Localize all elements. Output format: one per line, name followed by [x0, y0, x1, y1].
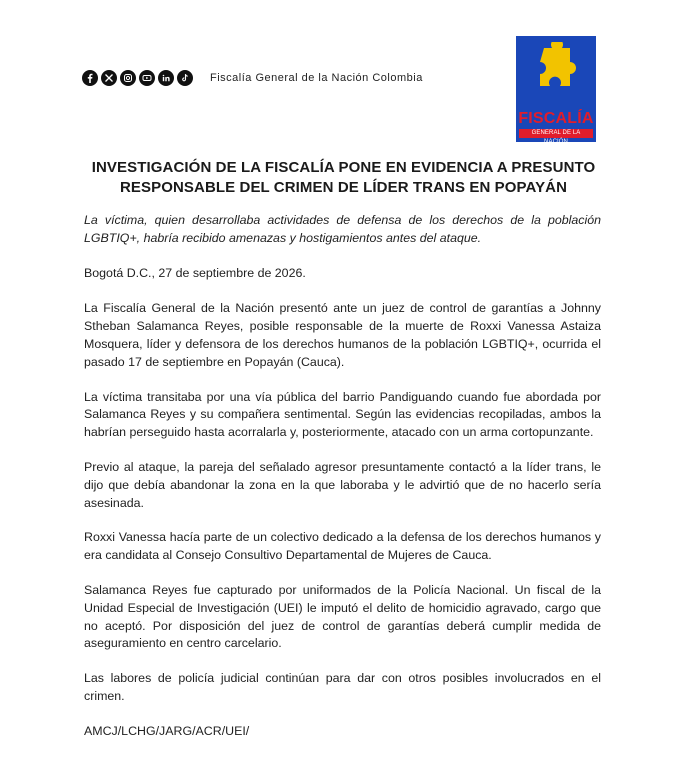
paragraph: Previo al ataque, la pareja del señalado agresor presuntamente contactó a la líder trans, le dijo que debía abandonar la zona en la que laboraba y le advirtió que de no hacerlo sería asesinada.	[84, 459, 601, 510]
puzzle-piece-icon	[530, 42, 582, 102]
logo-name: FISCALÍA	[518, 110, 594, 127]
instagram-icon[interactable]	[120, 70, 136, 86]
date-line: Bogotá D.C., 27 de septiembre de 2026.	[84, 265, 306, 280]
facebook-icon[interactable]	[82, 70, 98, 86]
youtube-icon[interactable]	[139, 70, 155, 86]
x-icon[interactable]	[101, 70, 117, 86]
org-name: Fiscalía General de la Nación Colombia	[210, 72, 423, 84]
paragraph: Salamanca Reyes fue capturado por uniformados de la Policía Nacional. Un fiscal de la Unidad Especial de Investigación (UEI) le imputó el delito de homicidio agravado, cargo que no aceptó. Por disposición del juez de control de garantías deberá cumplir medida de aseguramiento en centro carcelario.	[84, 582, 601, 651]
fiscalia-logo	[516, 36, 596, 145]
signature-code: AMCJ/LCHG/JARG/ACR/UEI/	[84, 723, 250, 738]
paragraph: Roxxi Vanessa hacía parte de un colectivo dedicado a la defensa de los derechos humanos y era candidata al Consejo Consultivo Departamental de Mujeres de Cauca.	[84, 530, 601, 563]
paragraph: La víctima transitaba por una vía pública del barrio Pandiguando cuando fue abordada por Salamanca Reyes y su compañera sentimental. Según las evidencias recopiladas, ambos la habrían perseguido hasta acorralarla y, posteriormente, atacado con un arma cortopunzante.	[84, 389, 601, 440]
linkedin-icon[interactable]	[158, 70, 174, 86]
press-release-body	[84, 212, 601, 758]
header	[0, 0, 687, 150]
logo-tagline: GENERAL DE LA NACIÓN	[519, 129, 593, 138]
paragraph: La Fiscalía General de la Nación presentó ante un juez de control de garantías a Johnny Stheban Salamanca Reyes, posible responsable de la muerte de Roxxi Vanessa Astaiza Mosquera, líder y defensora de los derechos humanos de la población LGBTIQ+, ocurrida el pasado 17 de septiembre en Popayán (Cauca).	[84, 301, 601, 369]
paragraph: Las labores de policía judicial continúan para dar con otros posibles involucrados en el crimen.	[84, 671, 601, 703]
page-title: INVESTIGACIÓN DE LA FISCALÍA PONE EN EVIDENCIA A PRESUNTO RESPONSABLE DEL CRIMEN DE LÍDER TRANS EN POPAYÁN	[91, 159, 596, 196]
tiktok-icon[interactable]	[177, 70, 193, 86]
subtitle: La víctima, quien desarrollaba actividades de defensa de los derechos de la población LGBTIQ+, habría recibido amenazas y hostigamientos antes del ataque.	[84, 213, 601, 245]
social-links	[82, 70, 423, 86]
